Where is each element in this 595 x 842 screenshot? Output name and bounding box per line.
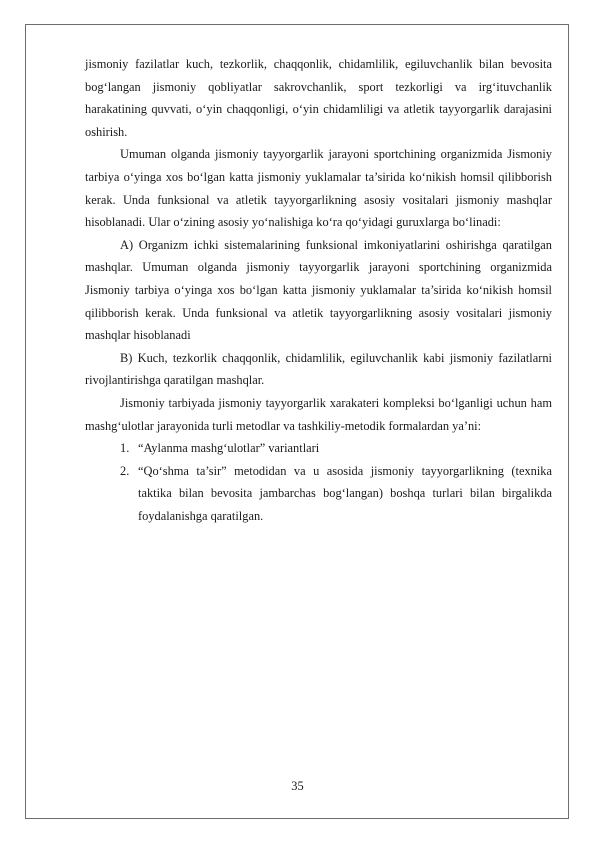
paragraph-item-b: B) Kuch, tezkorlik chaqqonlik, chidamlilik, egiluvchanlik kabi jismoniy fazilatlarni rivojlantirishga qaratilgan mashqlar. xyxy=(85,350,552,388)
document-body xyxy=(85,53,552,527)
paragraph-item-a: A) Organizm ichki sistemalarining funksional imkoniyatlarini oshirishga qaratilgan mashqlar. Umuman olganda jismoniy tayyorgarlik jarayoni sportchining organizmida Jismoniy tarbiya o‘yinga xos bo‘lgan katta jismoniy yuklamalar ta’sirida ko‘nikish homsil qilibborish kerak. Unda funksional va atletik tayyorgarlikning asosiy vositalari jismoniy mashqlar hisoblanadi xyxy=(85,237,552,343)
list-item-number: 2. xyxy=(120,463,130,478)
list-item-text: “Qo‘shma ta’sir” metodidan va u asosida jismoniy tayyorgarlikning (texnika taktika bilan bevosita jambarchas bog‘langan) boshqa turlari bilan birgalikda foydalanishga qaratilgan. xyxy=(138,463,552,523)
methods-list xyxy=(85,437,552,527)
list-item xyxy=(85,437,552,460)
paragraph-continuation: jismoniy fazilatlar kuch, tezkorlik, chaqqonlik, chidamlilik, egiluvchanlik bilan bevosita bog‘langan jismoniy qobliyatlar sakrovchanlik, sport tezkorligi va irg‘ituvchanlik harakatining quvvati, o‘yin chaqqonligi, o‘yin chidamliligi va atletik tayyorgarlik darajasini oshirish. xyxy=(85,57,552,139)
list-item-text: “Aylanma mashg‘ulotlar” variantlari xyxy=(138,441,320,456)
paragraph-umuman: Umuman olganda jismoniy tayyorgarlik jarayoni sportchining organizmida Jismoniy tarbiya o‘yinga xos bo‘lgan katta jismoniy yuklamalar ta’sirida ko‘nikish homsil qilibborish kerak. Unda funksional va atletik tayyorgarlikning asosiy vositalari jismoniy mashqlar hisoblanadi. Ular o‘zining asosiy yo‘nalishiga ko‘ra qo‘yidagi guruxlarga bo‘linadi: xyxy=(85,147,552,230)
list-item-number: 1. xyxy=(120,441,130,456)
page-number: 35 xyxy=(291,779,304,793)
list-item xyxy=(85,460,552,528)
paragraph-methods-intro: Jismoniy tarbiyada jismoniy tayyorgarlik xarakateri kompleksi bo‘lganligi uchun ham mashg‘ulotlar jarayonida turli metodlar va tashkiliy-metodik formalardan ya’ni: xyxy=(85,395,552,433)
